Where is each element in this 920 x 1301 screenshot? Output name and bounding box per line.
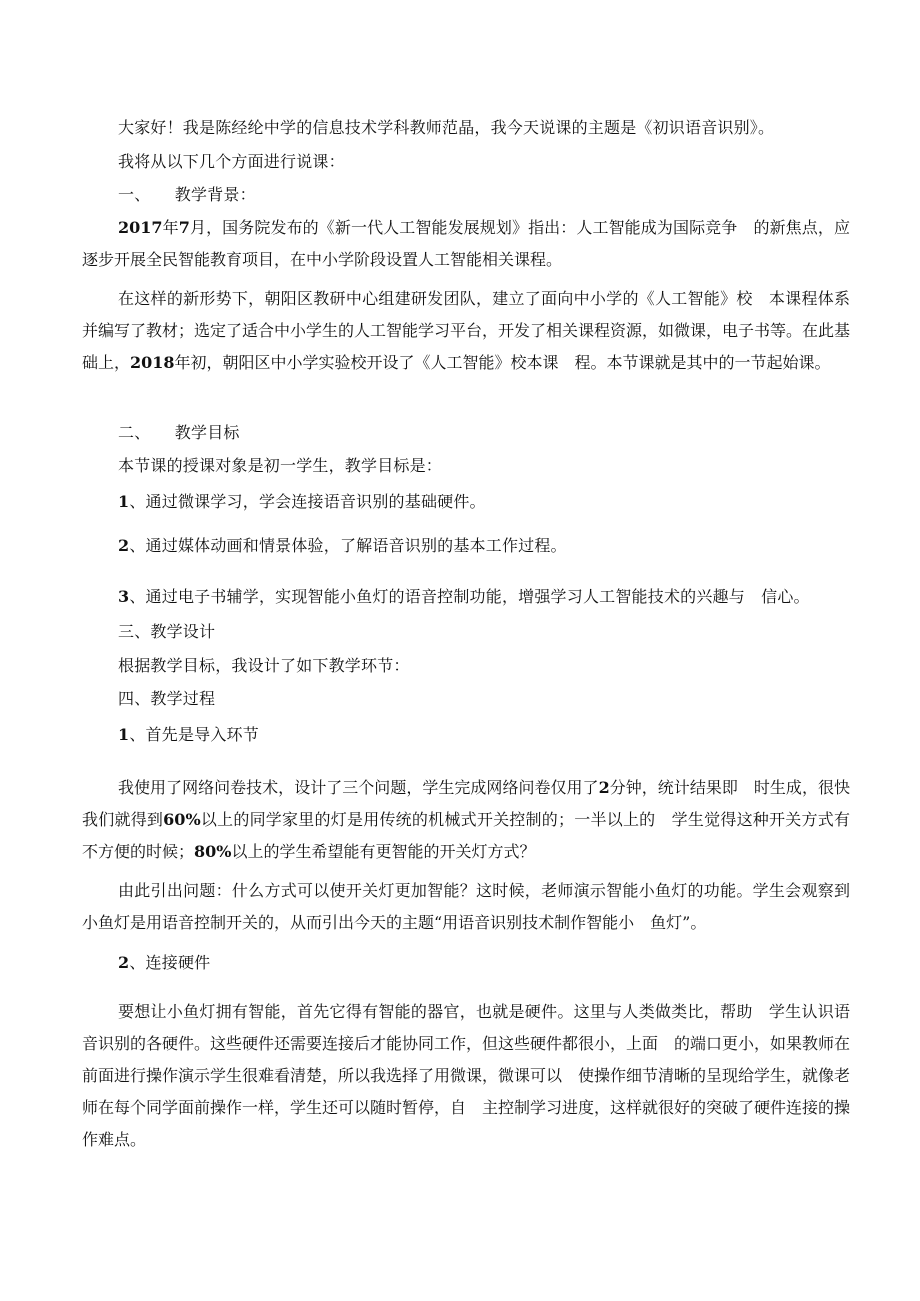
goal-item: 1、通过微课学习，学会连接语音识别的基础硬件。: [118, 492, 486, 511]
question-paragraph: 由此引出问题：什么方式可以使开关灯更加智能？这时候，老师演示智能小鱼灯的功能。学生会观察到小鱼灯是用语音控制开关的，从而引出今天的主题“用语音识别技术制作智能小 鱼灯”。: [82, 881, 850, 932]
section-2-heading: 二、 教学目标: [118, 423, 240, 442]
percent-80: 80%: [194, 842, 232, 861]
hardware-paragraph: 要想让小鱼灯拥有智能，首先它得有智能的器官，也就是硬件。这里与人类做类比，帮助 学生认识语音识别的各硬件。这些硬件还需要连接后才能协同工作，但这些硬件都很小，上面 的端口更小，如果教师在前面进行操作演示学生很难看清楚，所以我选择了用微课，微课可以 使操作细节清晰的呈现给学生，就像老师在每个同学面前操作一样，学生还可以随时暂停，自 主控制学习进度，这样就很好的突破了硬件连接的操作难点。: [82, 1002, 851, 1149]
outline-line: 我将从以下几个方面进行说课：: [118, 152, 345, 171]
greeting-line: 大家好！我是陈经纶中学的信息技术学科教师范晶，我今天说课的主题是《初识语音识别》。: [118, 118, 775, 137]
background-paragraph-2: 在这样的新形势下，朝阳区教研中心组建研发团队，建立了面向中小学的《人工智能》校 本课程体系并编写了教材；选定了适合中小学生的人工智能学习平台，开发了相关课程资源，如微课，电子书等。在此基础上，2018年初，朝阳区中小学实验校开设了《人工智能》校本课 程。本节课就是其中的一节起始课。: [82, 289, 851, 372]
year-2018: 2018: [130, 353, 175, 372]
minutes-value: 2: [598, 778, 610, 797]
year-2017: 2017: [118, 218, 163, 237]
goal-item: 3、通过电子书辅学，实现智能小鱼灯的语音控制功能，增强学习人工智能技术的兴趣与 信心。: [118, 587, 810, 606]
intro-step-paragraph: 我使用了网络问卷技术，设计了三个问题，学生完成网络问卷仅用了2分钟，统计结果即 时生成，很快我们就得到60%以上的同学家里的灯是用传统的机械式开关控制的；一半以上的 学生觉得这种开关方式有不方便的时候；80%以上的学生希望能有更智能的开关灯方式？: [82, 778, 850, 861]
design-lead: 根据教学目标，我设计了如下教学环节：: [118, 656, 410, 675]
section-3-heading: 三、教学设计: [118, 622, 216, 641]
goals-lead: 本节课的授课对象是初一学生，教学目标是：: [118, 456, 443, 475]
percent-60: 60%: [163, 810, 201, 829]
section-1-heading: 一、 教学背景：: [118, 185, 256, 204]
month-7: 7: [178, 218, 190, 237]
goal-item: 2、通过媒体动画和情景体验，了解语音识别的基本工作过程。: [118, 536, 567, 555]
background-paragraph-1: 2017年7月，国务院发布的《新一代人工智能发展规划》指出：人工智能成为国际竞争 的新焦点，应逐步开展全民智能教育项目，在中小学阶段设置人工智能相关课程。: [82, 218, 850, 269]
section-4-heading: 四、教学过程: [118, 689, 216, 708]
step-1-heading: 1、首先是导入环节: [118, 725, 259, 744]
step-2-heading: 2、连接硬件: [118, 953, 211, 972]
